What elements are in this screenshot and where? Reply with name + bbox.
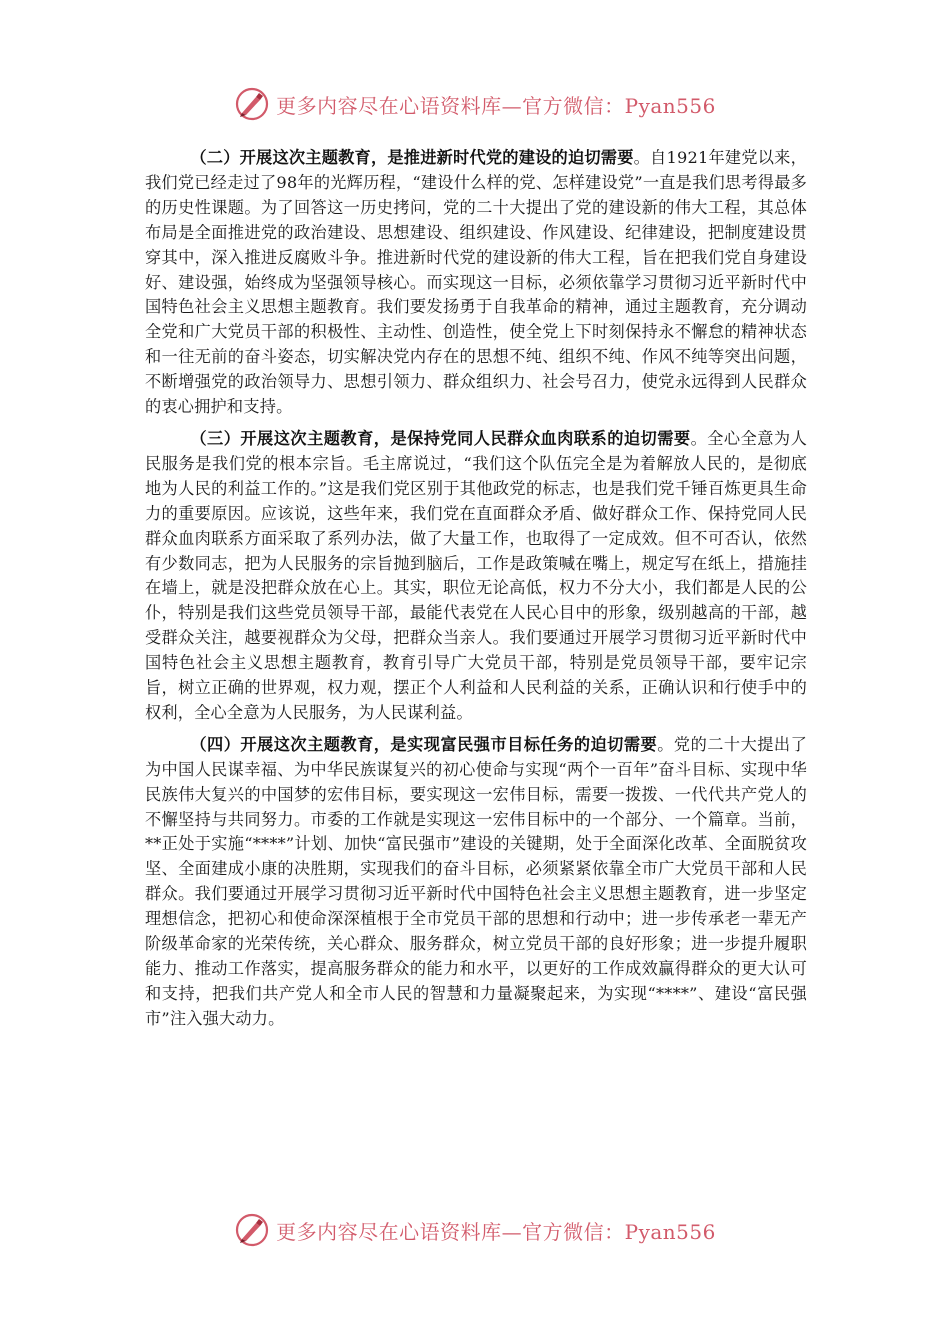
watermark-text: 更多内容尽在心语资料库—官方微信：Pyan556 — [276, 93, 716, 118]
paragraph-2-text: 。自1921年建党以来，我们党已经走过了98年的光辉历程，“建设什么样的党、怎样建设党”一直是我们思考得最多的历史性课题。为了回答这一历史拷问，党的二十大提出了党的建设新的伟大工程，其总体布局是全面推进党的政治建设、思想建设、组织建设、作风建设、纪律建设，把制度建设贯穿其中，深入推进反腐败斗争。推进新时代党的建设新的伟大工程，旨在把我们党自身建设好、建设强，始终成为坚强领导核心。而实现这一目标，必须依靠学习贯彻习近平新时代中国特色社会主义思想主题教育。我们要发扬勇于自我革命的精神，通过主题教育，充分调动全党和广大党员干部的积极性、主动性、创造性，使全党上下时刻保持永不懈怠的精神状态和一往无前的奋斗姿态，切实解决党内存在的思想不纯、组织不纯、作风不纯等突出问题，不断增强党的政治领导力、思想引领力、群众组织力、社会号召力，使党永远得到人民群众的衷心拥护和支持。 — [145, 148, 807, 417]
watermark-header — [0, 82, 950, 126]
watermark-footer — [0, 1208, 950, 1252]
paragraph-4 — [145, 733, 807, 1032]
paragraph-4-text: 。党的二十大提出了为中国人民谋幸福、为中华民族谋复兴的初心使命与实现“两个一百年”奋斗目标、实现中华民族伟大复兴的中国梦的宏伟目标，要实现这一宏伟目标，需要一拨拨、一代代共产党人的不懈坚持与共同努力。市委的工作就是实现这一宏伟目标中的一个部分、一个篇章。当前，**正处于实施“****”计划、加快“富民强市”建设的关键期，处于全面深化改革、全面脱贫攻坚、全面建成小康的决胜期，实现我们的奋斗目标，必须紧紧依靠全市广大党员干部和人民群众。我们要通过开展学习贯彻习近平新时代中国特色社会主义思想主题教育，进一步坚定理想信念，把初心和使命深深植根于全市党员干部的思想和行动中；进一步传承老一辈无产阶级革命家的光荣传统，关心群众、服务群众，树立党员干部的良好形象；进一步提升履职能力、推动工作落实，提高服务群众的能力和水平，以更好的工作成效赢得群众的更大认可和支持，把我们共产党人和全市人民的智慧和力量凝聚起来，为实现“****”、建设“富民强市”注入强大动力。 — [145, 734, 807, 1028]
paragraph-3-text: 。全心全意为人民服务是我们党的根本宗旨。毛主席说过，“我们这个队伍完全是为着解放人民的，是彻底地为人民的利益工作的。”这是我们党区别于其他政党的标志，也是我们党千锤百炼更具生命力的重要原因。应该说，这些年来，我们党在直面群众矛盾、做好群众工作、保持党同人民群众血肉联系方面采取了系列办法，做了大量工作，也取得了一定成效。但不可否认，依然有少数同志，把为人民服务的宗旨抛到脑后，工作是政策喊在嘴上，规定写在纸上，措施挂在墙上，就是没把群众放在心上。其实，职位无论高低，权力不分大小，我们都是人民的公仆，特别是我们这些党员领导干部，最能代表党在人民心目中的形象，级别越高的干部，越受群众关注，越要视群众为父母，把群众当亲人。我们要通过开展学习贯彻习近平新时代中国特色社会主义思想主题教育，教育引导广大党员干部，特别是党员领导干部，要牢记宗旨，树立正确的世界观，权力观，摆正个人利益和人民利益的关系，正确认识和行使手中的权利，全心全意为人民服务，为人民谋利益。 — [145, 428, 807, 722]
paragraph-3 — [145, 427, 807, 726]
pen-logo-icon — [234, 86, 270, 122]
document-body — [145, 146, 807, 1039]
pen-logo-icon — [234, 1212, 270, 1248]
watermark-text: 更多内容尽在心语资料库—官方微信：Pyan556 — [276, 1219, 716, 1244]
paragraph-3-heading: （三）开展这次主题教育，是保持党同人民群众血肉联系的迫切需要 — [190, 428, 691, 448]
paragraph-2-heading: （二）开展这次主题教育，是推进新时代党的建设的迫切需要 — [190, 148, 634, 167]
paragraph-2 — [145, 146, 807, 420]
paragraph-4-heading: （四）开展这次主题教育，是实现富民强市目标任务的迫切需要 — [190, 734, 658, 754]
